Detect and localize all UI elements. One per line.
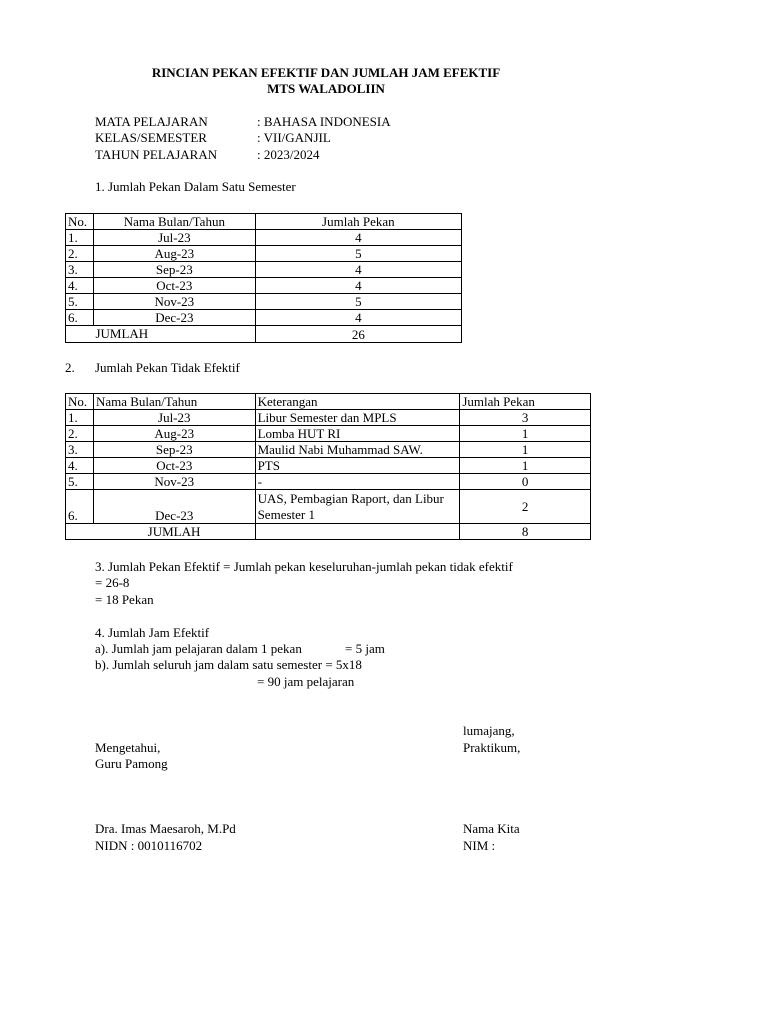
section3-formula: 3. Jumlah Pekan Efektif = Jumlah pekan keseluruhan-jumlah pekan tidak efektif — [95, 559, 513, 574]
section4-line-a: a). Jumlah jam pelajaran dalam 1 pekan — [95, 641, 302, 656]
info-value-class: : VII/GANJIL — [257, 130, 331, 145]
row-month: Nov-23 — [93, 474, 255, 490]
total-spacer — [66, 326, 94, 343]
document-title: RINCIAN PEKAN EFEKTIF DAN JUMLAH JAM EFEKTIF — [151, 65, 501, 80]
row-weeks: 4 — [255, 310, 461, 326]
table-row — [66, 246, 462, 262]
section4-line-a-value: = 5 jam — [345, 641, 385, 656]
row-weeks: 1 — [460, 458, 591, 474]
info-label-class: KELAS/SEMESTER — [95, 130, 207, 145]
row-month: Sep-23 — [93, 442, 255, 458]
row-number: 6. — [66, 490, 94, 524]
row-month: Nov-23 — [93, 294, 255, 310]
section3-result: = 18 Pekan — [95, 592, 154, 607]
signature-left-name: Dra. Imas Maesaroh, M.Pd — [95, 821, 236, 836]
section4-line-b-result: = 90 jam pelajaran — [257, 674, 355, 689]
signature-right-heading: Praktikum, — [463, 740, 521, 755]
row-month: Aug-23 — [93, 426, 255, 442]
table-row — [66, 474, 591, 490]
row-weeks: 2 — [460, 490, 591, 524]
row-weeks: 4 — [255, 262, 461, 278]
section3-step: = 26-8 — [95, 575, 130, 590]
row-weeks: 5 — [255, 246, 461, 262]
info-label-year: TAHUN PELAJARAN — [95, 147, 218, 162]
school-name: MTS WALADOLIIN — [267, 81, 385, 96]
header-cell: Jumlah Pekan — [255, 214, 461, 230]
signature-left-role: Guru Pamong — [95, 756, 168, 771]
table-header-row — [66, 214, 462, 230]
row-number: 2. — [66, 426, 94, 442]
signature-left-id: NIDN : 0010116702 — [95, 838, 203, 853]
table-row — [66, 458, 591, 474]
header-cell: No. — [66, 214, 94, 230]
total-empty-cell — [255, 524, 460, 540]
row-month: Jul-23 — [93, 230, 255, 246]
table-row — [66, 310, 462, 326]
section2-heading-number: 2. — [65, 360, 75, 375]
signature-right-id: NIM : — [463, 838, 496, 853]
table-header-row — [66, 394, 591, 410]
table-row — [66, 442, 591, 458]
row-number: 5. — [66, 474, 94, 490]
header-cell: Nama Bulan/Tahun — [93, 394, 255, 410]
row-description: UAS, Pembagian Raport, dan Libur Semester 1 — [255, 490, 460, 524]
row-weeks: 3 — [460, 410, 591, 426]
row-month: Dec-23 — [93, 310, 255, 326]
row-number: 1. — [66, 410, 94, 426]
row-number: 2. — [66, 246, 94, 262]
total-row — [66, 524, 591, 540]
row-description: - — [255, 474, 460, 490]
row-number: 1. — [66, 230, 94, 246]
row-description: PTS — [255, 458, 460, 474]
row-weeks: 4 — [255, 230, 461, 246]
row-weeks: 5 — [255, 294, 461, 310]
table-row — [66, 278, 462, 294]
row-description: Maulid Nabi Muhammad SAW. — [255, 442, 460, 458]
row-number: 3. — [66, 442, 94, 458]
row-weeks: 1 — [460, 426, 591, 442]
total-row — [66, 326, 462, 343]
row-number: 3. — [66, 262, 94, 278]
header-cell: Keterangan — [255, 394, 460, 410]
row-month: Oct-23 — [93, 458, 255, 474]
total-label: JUMLAH — [93, 524, 255, 540]
row-number: 5. — [66, 294, 94, 310]
signature-left-heading: Mengetahui, — [95, 740, 161, 755]
table-row — [66, 410, 591, 426]
non-effective-weeks-table — [65, 393, 591, 540]
row-month: Aug-23 — [93, 246, 255, 262]
row-description: Lomba HUT RI — [255, 426, 460, 442]
row-description: Libur Semester dan MPLS — [255, 410, 460, 426]
row-month: Sep-23 — [93, 262, 255, 278]
header-cell: No. — [66, 394, 94, 410]
info-value-year: : 2023/2024 — [257, 147, 320, 162]
table-row — [66, 230, 462, 246]
total-spacer — [66, 524, 94, 540]
total-value: 26 — [255, 326, 461, 343]
section1-heading: 1. Jumlah Pekan Dalam Satu Semester — [95, 179, 296, 194]
row-number: 4. — [66, 458, 94, 474]
section2-heading: Jumlah Pekan Tidak Efektif — [95, 360, 240, 375]
info-label-subject: MATA PELAJARAN — [95, 114, 208, 129]
signature-right-name: Nama Kita — [463, 821, 520, 836]
row-month: Jul-23 — [93, 410, 255, 426]
row-month: Dec-23 — [93, 490, 255, 524]
row-month: Oct-23 — [93, 278, 255, 294]
table-row — [66, 294, 462, 310]
total-value: 8 — [460, 524, 591, 540]
header-cell: Nama Bulan/Tahun — [93, 214, 255, 230]
signature-place: lumajang, — [463, 723, 515, 738]
weeks-per-month-table — [65, 213, 462, 343]
header-cell: Jumlah Pekan — [460, 394, 591, 410]
row-number: 6. — [66, 310, 94, 326]
table-row — [66, 490, 591, 524]
info-value-subject: : BAHASA INDONESIA — [257, 114, 391, 129]
row-weeks: 4 — [255, 278, 461, 294]
row-number: 4. — [66, 278, 94, 294]
table-row — [66, 426, 591, 442]
section4-heading: 4. Jumlah Jam Efektif — [95, 625, 210, 640]
table-row — [66, 262, 462, 278]
section4-line-b: b). Jumlah seluruh jam dalam satu semester = 5x18 — [95, 657, 362, 672]
row-weeks: 0 — [460, 474, 591, 490]
total-label: JUMLAH — [93, 326, 255, 343]
row-weeks: 1 — [460, 442, 591, 458]
